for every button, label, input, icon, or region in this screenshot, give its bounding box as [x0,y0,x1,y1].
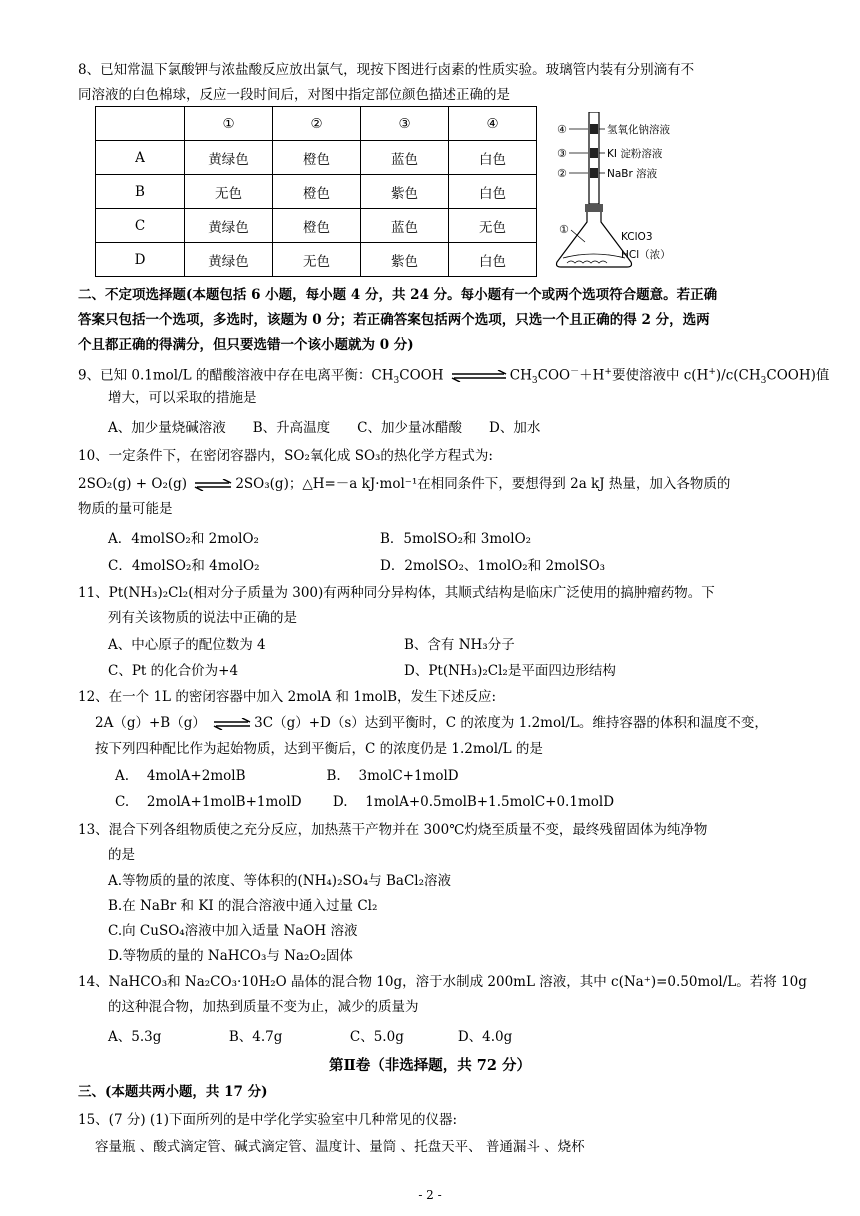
table-cell: 蓝色 [361,209,449,243]
q11-option-d: D、Pt(NH₃)₂Cl₂是平面四边形结构 [404,663,616,679]
table-cell: 白色 [449,141,537,175]
page-number: - 2 - [418,1188,442,1202]
q8-line1: 8、已知常温下氯酸钾与浓盐酸反应放出氯气，现按下图进行卤素的性质实验。玻璃管内装有分别滴有不 [78,62,695,78]
ki-label: KI 淀粉溶液 [607,148,663,160]
q10-line1: 10、一定条件下，在密闭容器内，SO₂氧化成 SO₃的热化学方程式为: [78,448,493,464]
table-cell: B [96,175,185,209]
q11-option-c: C、Pt 的化合价为+4 [108,663,239,679]
table-cell: 蓝色 [361,141,449,175]
table-row [96,243,537,277]
q12-line2: 2A（g）+B（g） 3C（g）+D（s）达到平衡时，C 的浓度为 1.2mol/L。维持容器的体积和温度不变， [95,715,768,731]
cotton-ball-2 [590,168,598,178]
stopper [585,204,603,212]
q13-option-d: D.等物质的量的 NaHCO₃与 Na₂O₂固体 [108,948,353,964]
label-3: ③ [557,147,567,160]
q8-line2: 同溶液的白色棉球，反应一段时间后，对图中指定部位颜色描述正确的是 [78,87,510,103]
table-cell [96,107,185,141]
table-cell: ① [185,107,273,141]
table-cell: 白色 [449,175,537,209]
q11-line2: 列有关该物质的说法中正确的是 [108,610,297,626]
q10-line2: 2SO₂(g) + O₂(g) 2SO₃(g)；△H=－a kJ·mol⁻¹在相同条件下，要想得到 2a kJ 热量，加入各物质的 [78,476,731,492]
q10-option-b: B．5molSO₂和 3molO₂ [380,531,532,547]
table-cell: D [96,243,185,277]
q9-line1: 9、已知 0.1mol/L 的醋酸溶液中存在电离平衡：$CH_3COOH$ $CH_3COO^-+H^+$要使溶液中 $c(H^+)/c(CH_3COOH)$值 [78,367,830,387]
table-cell: 无色 [449,209,537,243]
table-cell: 橙色 [273,175,361,209]
halogen-apparatus-figure [553,112,713,272]
q12-options-cd: C. 2molA+1molB+1molD D. 1molA+0.5molB+1.5molC+0.1molD [115,794,615,810]
q15-line2: 容量瓶 、酸式滴定管、碱式滴定管、温度计、量筒 、托盘天平、 普通漏斗 、烧杯 [95,1139,585,1155]
q12-line3: 按下列四种配比作为起始物质，达到平衡后，C 的浓度仍是 1.2mol/L 的是 [95,741,543,757]
q10-option-d: D．2molSO₂、1molO₂和 2molSO₃ [380,558,606,574]
table-header-row [96,107,537,141]
q12-options-ab: A. 4molA+2molB B. 3molC+1molD [115,768,459,784]
table-row [96,175,537,209]
label-1: ① [559,223,569,236]
liquid-surface [563,254,625,258]
table-cell: 无色 [185,175,273,209]
q10-option-a: A．4molSO₂和 2molO₂ [108,531,259,547]
hcl-label: HCl（浓） [621,249,671,261]
table-cell: 橙色 [273,141,361,175]
q14-line2: 的这种混合物，加热到质量不变为止，减少的质量为 [108,999,419,1015]
table-row [96,141,537,175]
label-2: ② [557,167,567,180]
cotton-ball-3 [590,148,598,158]
table-cell: 黄绿色 [185,209,273,243]
table-cell: 紫色 [361,243,449,277]
q10-option-c: C．4molSO₂和 4molO₂ [108,558,260,574]
kclo3-label: KClO3 [621,231,653,243]
table-cell: A [96,141,185,175]
q15-line1: 15、(7 分) (1)下面所列的是中学化学实验室中几种常见的仪器: [78,1112,458,1128]
q9-line2: 增大，可以采取的措施是 [108,390,257,406]
solid-crystals [567,261,607,263]
table-cell: C [96,209,185,243]
table-cell: ③ [361,107,449,141]
table-cell: 白色 [449,243,537,277]
q11-line1: 11、Pt(NH₃)₂Cl₂(相对分子质量为 300)有两种同分异构体，其顺式结构是临床广泛使用的搞肿瘤药物。下 [78,585,715,601]
section2-line3: 个且都正确的得满分，但只要选错一个该小题就为 0 分) [78,337,414,353]
cotton-ball-4 [590,124,598,134]
q11-option-a: A、中心原子的配位数为 4 [108,637,266,653]
q10-line3: 物质的量可能是 [78,501,173,517]
table-row [96,209,537,243]
q13-line1: 13、混合下列各组物质使之充分反应，加热蒸干产物并在 300℃灼烧至质量不变，最终残留固体为纯净物 [78,822,708,838]
q13-option-b: B.在 NaBr 和 KI 的混合溶液中通入过量 Cl₂ [108,898,378,914]
section2-line2: 答案只包括一个选项，多选时，该题为 0 分；若正确答案包括两个选项，只选一个且正确的得 2 分，选两 [78,312,710,328]
table-cell: ② [273,107,361,141]
q13-line2: 的是 [108,847,135,863]
equilibrium-arrow-icon [193,479,233,491]
label-4: ④ [557,123,567,136]
table-cell: ④ [449,107,537,141]
section3-heading: 三、(本题共两小题，共 17 分) [78,1084,268,1100]
table-cell: 橙色 [273,209,361,243]
q13-option-a: A.等物质的量的浓度、等体积的(NH₄)₂SO₄与 BaCl₂溶液 [108,873,452,889]
equilibrium-arrow-icon [450,370,508,382]
q13-option-c: C.向 CuSO₄溶液中加入适量 NaOH 溶液 [108,923,358,939]
table-cell: 黄绿色 [185,243,273,277]
table-cell: 无色 [273,243,361,277]
q14-line1: 14、NaHCO₃和 Na₂CO₃·10H₂O 晶体的混合物 10g，溶于水制成 200mL 溶液，其中 c(Na⁺)=0.50mol/L。若将 10g [78,974,807,990]
nabr-label: NaBr 溶液 [607,168,658,180]
q11-option-b: B、含有 NH₃分子 [404,637,515,653]
table-cell: 紫色 [361,175,449,209]
q9-options: A、加少量烧碱溶液 B、升高温度 C、加少量冰醋酸 D、加水 [108,420,541,436]
part2-title: 第Ⅱ卷（非选择题，共 72 分） [329,1057,531,1074]
naoh-label: 氢氧化钠溶液 [607,124,670,136]
q12-line1: 12、在一个 1L 的密闭容器中加入 2molA 和 1molB，发生下述反应: [78,689,497,705]
section2-line1: 二、不定项选择题(本题包括 6 小题，每小题 4 分，共 24 分。每小题有一个或两个选项符合题意。若正确 [78,287,718,303]
equilibrium-arrow-icon [212,718,252,730]
q14-options: A、5.3g B、4.7g C、5.0g D、4.0g [108,1029,513,1045]
table-cell: 黄绿色 [185,141,273,175]
q8-answer-table [95,106,537,277]
